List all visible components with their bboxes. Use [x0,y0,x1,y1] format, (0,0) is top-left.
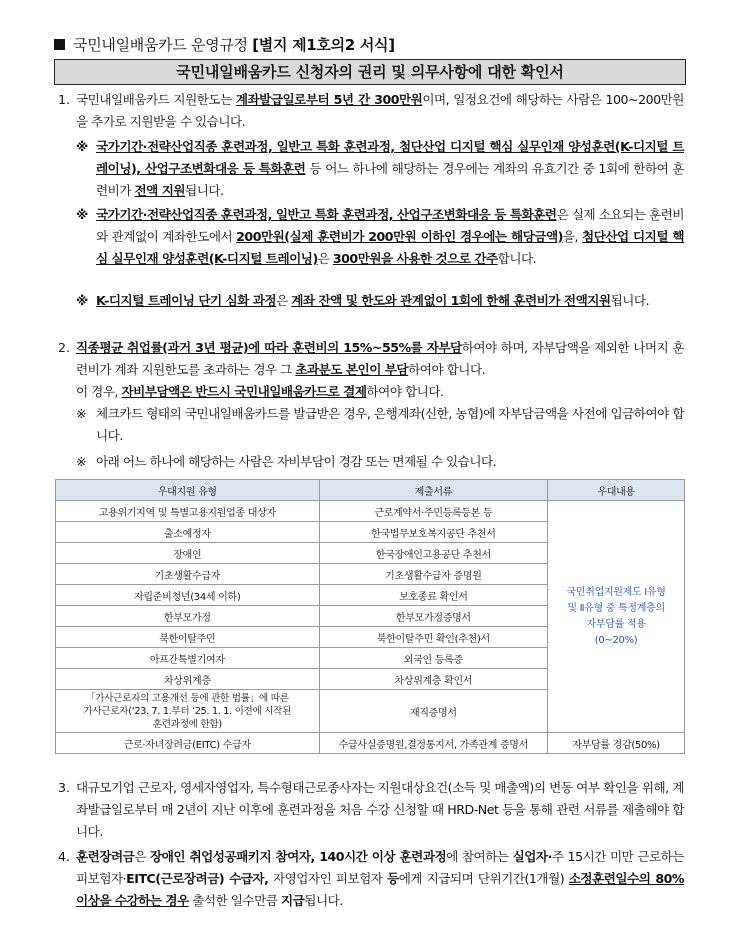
table-cell-type: 장애인 [56,543,320,564]
table-cell-benefit: 자부담률 경감(50%) [548,733,685,754]
item1-note1 [96,136,684,202]
table-header-type: 우대지원 유형 [56,480,320,501]
item4-text-4: 에 참여하는 [446,849,513,864]
item1-text-limit: 계좌발급일로부터 5년 간 300만원 [235,92,423,107]
item1-note2 [96,204,684,270]
document-header [54,34,395,55]
document-title: 국민내일배움카드 신청자의 권리 및 의무사항에 대한 확인서 [54,59,686,85]
item2-text-4: 하여야 합니다. [408,362,486,377]
table-row [56,501,685,522]
table-cell-document: 수급사실증명원,결정통지서, 가족관계 증명서 [319,733,548,754]
item4-text-12: 출석한 일수만큼 [188,893,281,908]
item4-eitc: EITC(근로장려금) 수급자, [126,871,269,886]
item2-text [76,337,684,381]
table-cell-document: 한국법무보호복지공단 추천서 [319,522,548,543]
item4-etc: 등 [387,871,399,886]
table-cell-document: 북한이탈주민 확인(추천)서 [319,627,548,648]
table-header-documents: 제출서류 [319,480,548,501]
table-cell-document: 한부모가정증명서 [319,606,548,627]
table-cell-document: 한국장애인고용공단 추천서 [319,543,548,564]
item4-text-2: 은 [134,849,151,864]
table-header-benefit: 우대내용 [548,480,685,501]
note2-200: 200만원(실제 훈련비가 200만원 이하인 경우에는 해당금액) [236,229,563,244]
note2-300: 300만원을 사용한 것으로 간주 [332,251,498,266]
item4-attendance: 소정훈련일수의 80% 이상을 수강하는 경우 [76,871,684,908]
item2-payment: 자비부담액은 반드시 국민내일배움카드로 결제 [121,384,367,399]
benefit-line-2: 및 Ⅱ유형 중 특정계층의 [567,602,665,614]
note2-kdigital: 첨단산업 디지털 핵심 실무인재 양성훈련(K-디지털 트레이닝) [96,229,684,266]
item4-participants: 장애인 취업성공패키지 참여자, 140시간 이상 훈련과정 [150,849,447,864]
item4-allowance: 훈련장려금 [76,849,135,864]
item2-text-2: 하여야 하며, 자부담액을 제외한 나머지 훈련비가 계좌 지원한도를 초과하는 경우 그 [76,340,684,377]
item3-number: 3. [58,780,71,795]
item1-note3-mark: ※ [76,293,89,308]
domestic-worker-line-2: 가사근로자(‘23. 7. 1.부터 ‘25. 1. 1. 이전에 시작된 [83,705,292,717]
note1-text-2: 등 어느 하나에 해당하는 경우에는 계좌의 유효기간 중 1회에 한하여 훈련비가 [96,161,685,198]
note3-course: K-디지털 트레이닝 단기 심화 과정 [96,293,277,308]
note3-full: 계좌 잔액 및 한도와 관계없이 1회에 한해 훈련비가 전액지원 [291,293,611,308]
item2-text-5: 이 경우, [76,384,122,399]
note1-full-support: 전액 지원 [134,183,186,198]
item1-text-3: 이며, 일정요건에 해당하는 사람은 100~200만원을 추가로 지원받을 수 있습니다. [76,92,684,129]
item1-note1-mark: ※ [76,139,89,154]
item2-note2-mark: ※ [76,454,87,469]
table-cell-type: 아프간특별기여자 [56,648,320,669]
item4-pay: 지급 [280,893,305,908]
table-cell-type: 한부모가정 [56,606,320,627]
table-cell-merged-benefit [548,501,685,733]
table-header-row [56,480,685,501]
item4-text [76,846,684,912]
benefit-line-1: 국민취업지원제도 Ⅰ유형 [566,586,666,598]
table-cell-document: 외국인 등록증 [319,648,548,669]
item1-text-1: 국민내일배움카드 지원한도는 [76,92,236,107]
note1-courses: 국가기간·전략산업직종 훈련과정, 일반고 특화 훈련과정, 첨단산업 디지털 핵심 실무인재 양성훈련(K-디지털 트레이닝), 산업구조변화대응 등 특화훈련 [96,139,684,176]
square-bullet-icon [54,39,65,50]
preferential-support-table [55,479,685,754]
item4-number: 4. [58,849,71,864]
note3-text-4: 됩니다. [610,293,650,308]
item4-text-10: 에게 지급되며 단위기간(1개월) [398,871,565,886]
note2-text-6: 은 [317,251,333,266]
table-cell-document: 기초생활수급자 증명원 [319,564,548,585]
table-row-eitc [56,733,685,754]
table-cell-document: 근로계약서·주민등록등본 등 [319,501,548,522]
table-cell-type: 북한이탈주민 [56,627,320,648]
header-form-number: [별지 제1호의2 서식] [252,36,395,54]
item2-number: 2. [58,340,71,355]
item1-text [76,89,684,133]
note2-text-2: 은 실제 소요되는 훈련비와 관계없이 계좌한도에서 [96,207,684,244]
item1-note2-mark: ※ [76,207,89,222]
table-cell-type [56,690,320,733]
note2-text-8: 합니다. [497,251,537,266]
table-cell-type: 기초생활수급자 [56,564,320,585]
item2-text-line3 [76,381,684,403]
item4-text-8: 자영업자인 피보험자 [268,871,388,886]
item1-number: 1. [58,92,71,107]
note2-courses: 국가기간·전략산업직종 훈련과정, 일반고 특화 훈련과정, 산업구조변화대응 등 특화훈련 [96,207,557,222]
domestic-worker-line-1: 「가사근로자의 고용개선 등에 관한 법률」에 따른 [85,692,289,704]
item2-text-7: 하여야 합니다. [366,384,444,399]
benefit-line-3: 자부담률 적용 [586,618,646,630]
table-cell-type: 자립준비청년(34세 이하) [56,585,320,606]
table-cell-type: 출소예정자 [56,522,320,543]
item2-note1: 체크카드 형태의 국민내일배움카드를 발급받은 경우, 은행계좌(신한, 농협)에 자부담금액을 사전에 입금하여야 합니다. [96,406,684,443]
table-cell-type: 차상위계층 [56,669,320,690]
item2-self-pay: 직종평균 취업률(과거 3년 평균)에 따라 훈련비의 15%~55%를 자부담 [76,340,462,355]
table-cell-type: 근로·자녀장려금(EITC) 수급자 [56,733,320,754]
item4-text-6: 주 15시간 미만 근로하는 피보험자· [76,849,684,886]
item2-note1-mark: ※ [76,406,87,421]
table-cell-document: 보호종료 확인서 [319,585,548,606]
benefit-line-4: (0~20%) [594,634,638,646]
table-cell-document: 차상위계층 확인서 [319,669,548,690]
table-cell-document: 재직증명서 [319,690,548,733]
note1-text-4: 됩니다. [185,183,224,198]
header-prefix: 국민내일배움카드 운영규정 [73,36,248,54]
note2-text-4: 을, [562,229,582,244]
item4-text-14: 됩니다. [304,893,343,908]
domestic-worker-line-3: 훈련과정에 한함) [152,718,222,730]
item3-text: 대규모기업 근로자, 영세자영업자, 특수형태근로종사자는 지원대상요건(소득 및 매출액)의 변동 여부 확인을 위해, 계좌발급일로부터 매 2년이 지난 이후에 훈련과정을 처음 수강 신청할 때 HRD-Net 등을 통해 관련 서류를 제출해야 합니다. [76,780,684,839]
item2-excess: 초과분도 본인이 부담 [295,362,409,377]
item2-note2: 아래 어느 하나에 해당하는 사람은 자비부담이 경감 또는 면제될 수 있습니다. [96,454,497,469]
note3-text-2: 은 [276,293,292,308]
item1-note3 [96,290,684,312]
item4-unemployed: 실업자· [512,849,552,864]
table-cell-type: 고용위기지역 및 특별고용지원업종 대상자 [56,501,320,522]
